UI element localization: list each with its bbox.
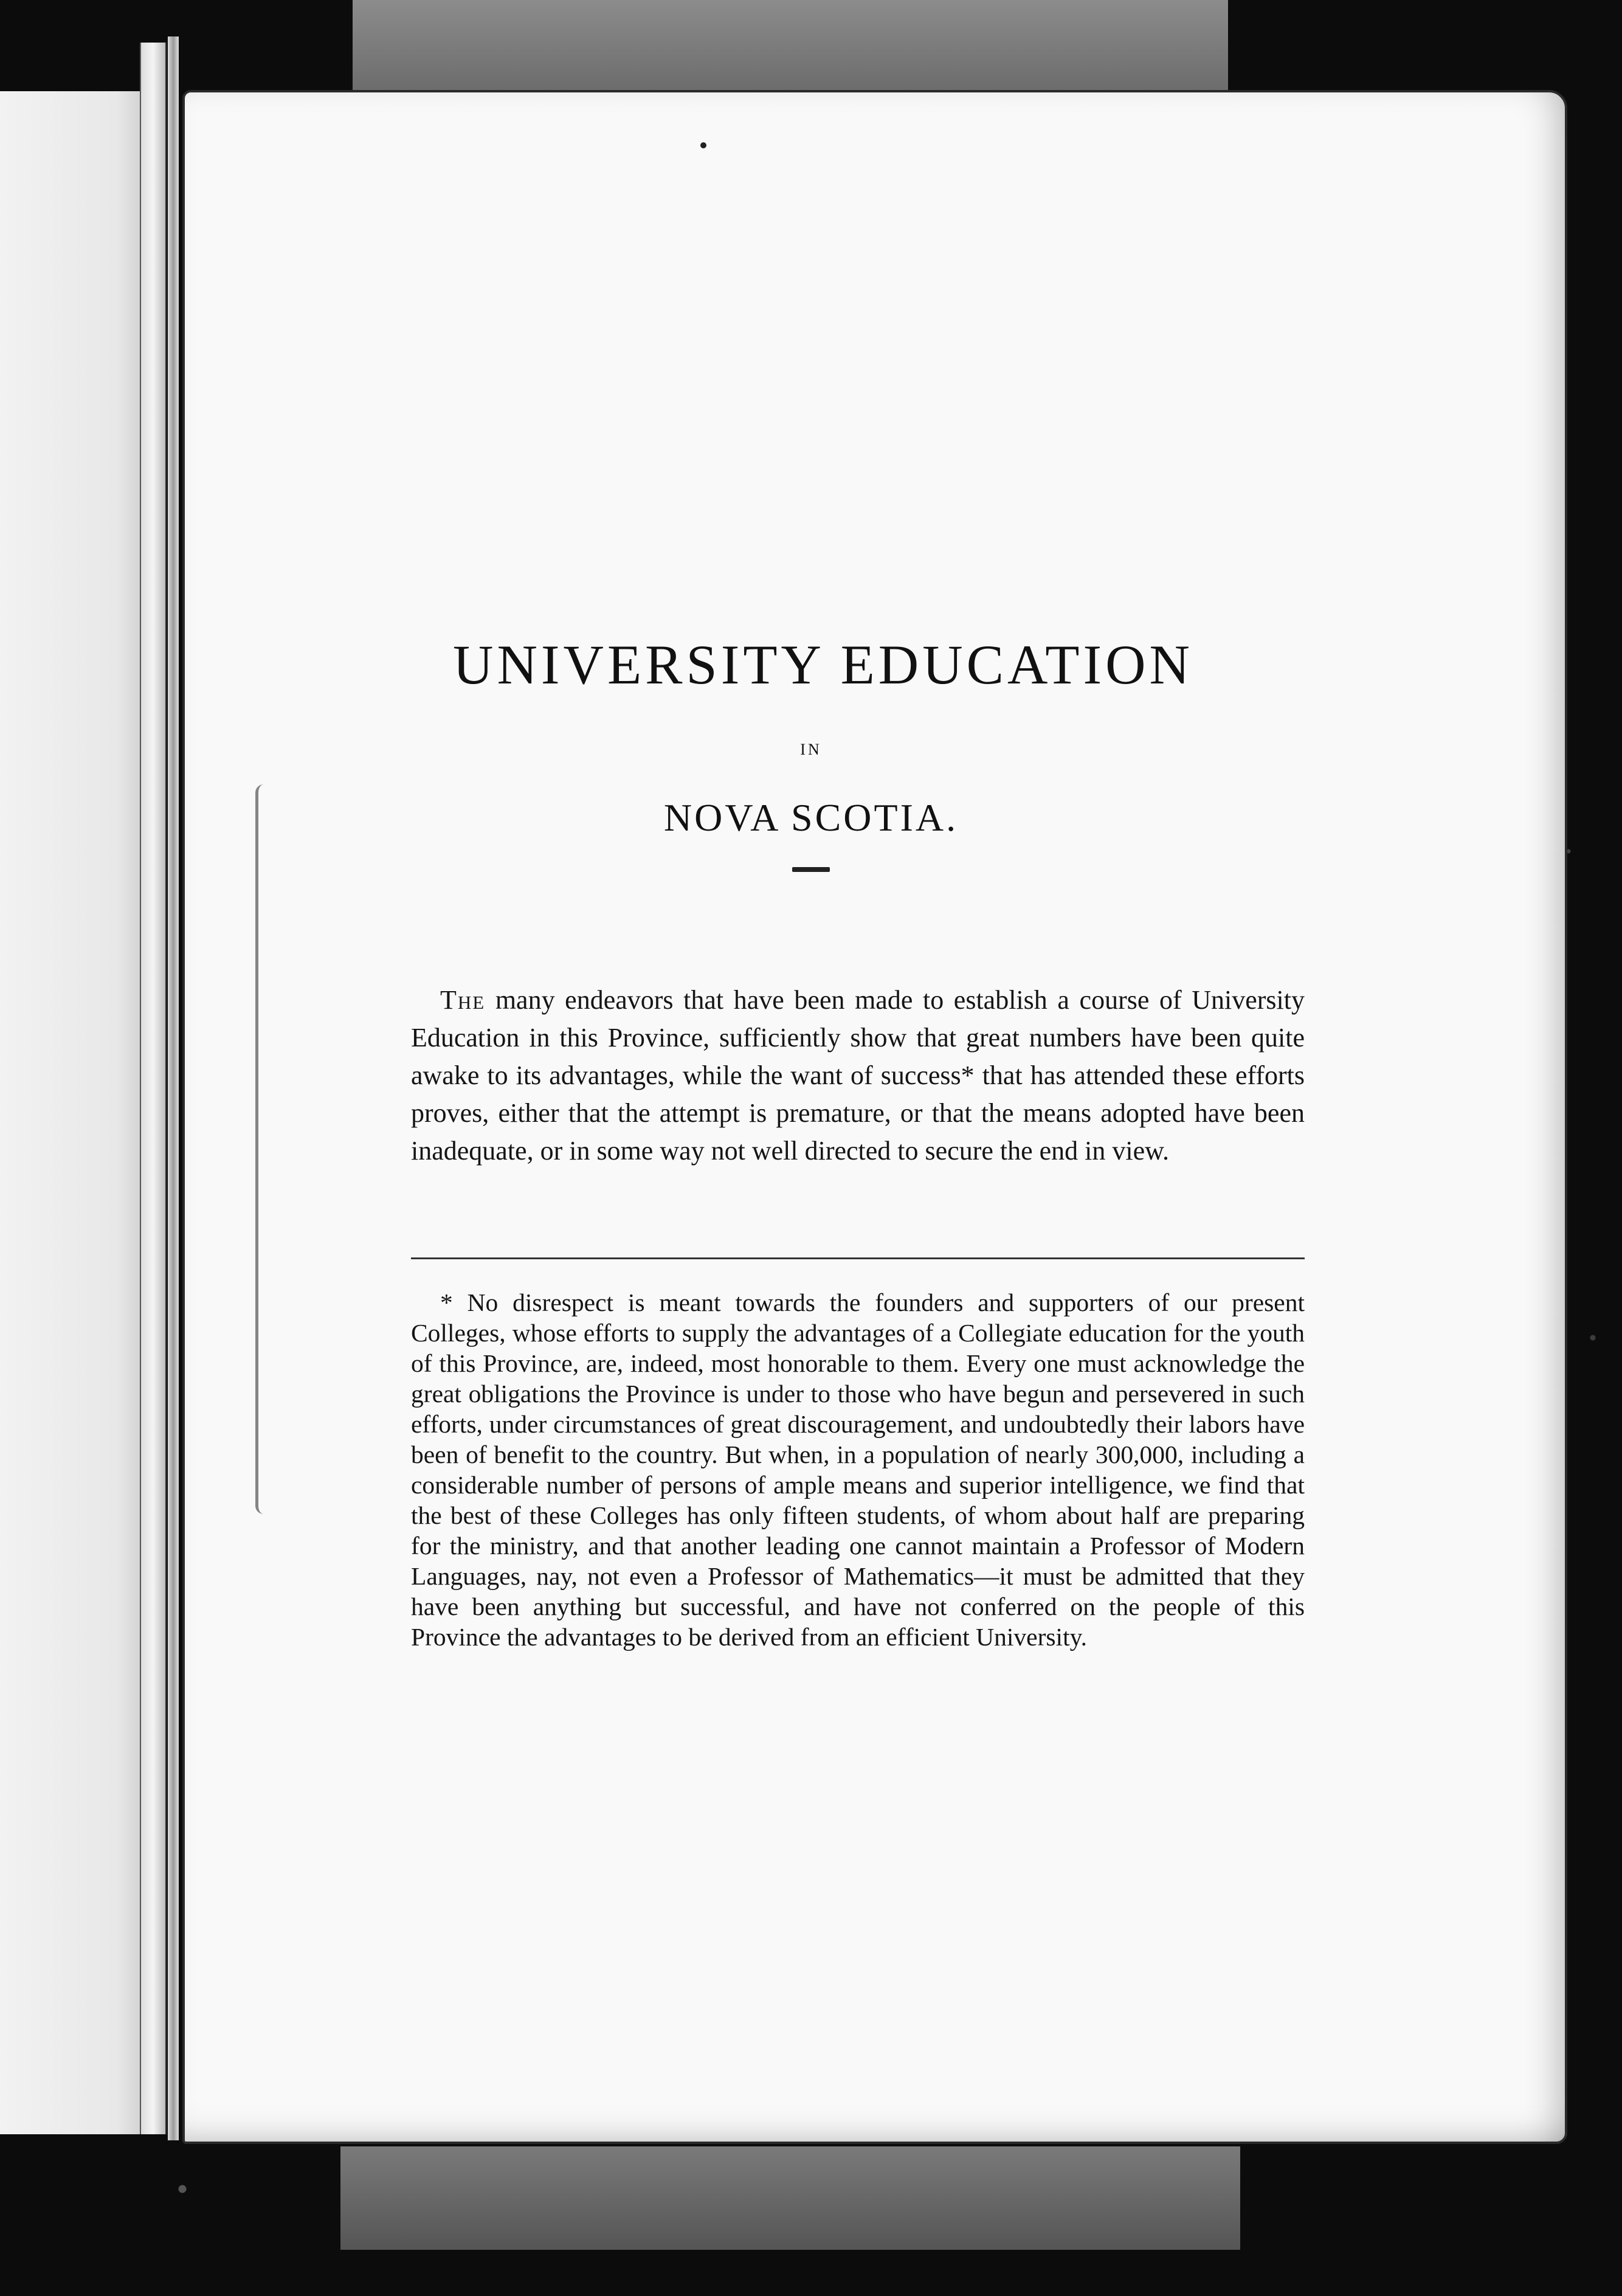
cover-edge-bottom bbox=[340, 2146, 1240, 2250]
title-rule bbox=[792, 867, 830, 872]
page-stack-edge bbox=[140, 43, 167, 2134]
title-connector: IN bbox=[800, 741, 822, 758]
binding-thread bbox=[255, 784, 272, 1514]
page-title: UNIVERSITY EDUCATION bbox=[453, 634, 1193, 696]
paragraph-lead: The bbox=[440, 985, 486, 1015]
facing-page bbox=[0, 91, 148, 2134]
footnote: * No disrespect is meant towards the founders and supporters of our present Colleges, whose efforts to supply the advantages of a Collegiate education for the youth of this Province, are, indeed, most honorable to them. Every one must acknowledge the great obligations the Province is under to those who have begun and persevered in such efforts, under circumstances of great discouragement, and undoubtedly their labors have been of benefit to the country. But when, in a population of nearly 300,000, including a considerable number of persons of ample means and superior intelligence, we find that the best of these Colleges has only fifteen students, of whom about half are preparing for the ministry, and that another leading one cannot maintain a Professor of Modern Languages, nay, not even a Professor of Mathematics—it must be admitted that they have been anything but successful, and have not conferred on the people of this Province the advantages to be derived from an efficient University. bbox=[411, 1288, 1305, 1651]
body-paragraph bbox=[411, 981, 1305, 1170]
paragraph-text: many endeavors that have been made to establish a course of University Education in this Province, sufficiently show that great numbers have been quite awake to its advantages, while the want of success* that has attended these efforts proves, either that the attempt is premature, or that the means adopted have been inadequate, or in some way not well directed to secure the end in view. bbox=[411, 985, 1305, 1166]
title-block bbox=[0, 632, 1622, 872]
cover-edge-top bbox=[353, 0, 1228, 97]
footnote-rule bbox=[411, 1257, 1305, 1259]
page-subtitle: NOVA SCOTIA. bbox=[663, 796, 959, 839]
book-gutter bbox=[168, 36, 179, 2140]
page-speck bbox=[700, 142, 706, 148]
